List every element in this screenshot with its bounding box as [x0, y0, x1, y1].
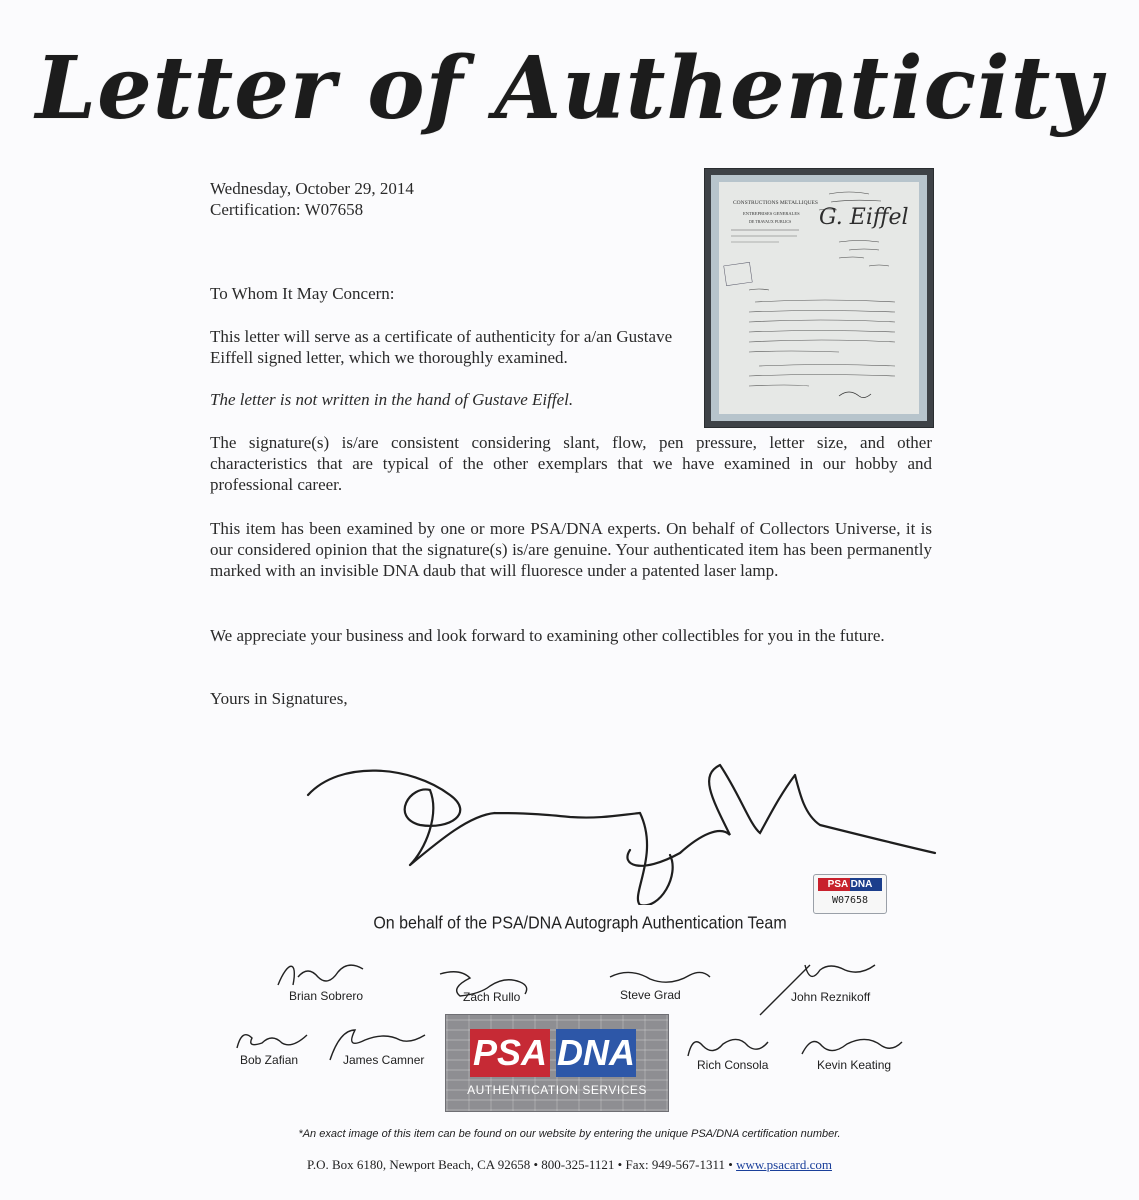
- expert-name-bob-zafian: Bob Zafian: [240, 1053, 299, 1067]
- footnote: *An exact image of this item can be found on our website by entering the unique PSA/DNA certification number.: [298, 1128, 841, 1140]
- expert-name-john-reznikoff: John Reznikoff: [791, 990, 871, 1004]
- signature-rich-consola: [683, 1030, 773, 1060]
- letter-title-text: Letter of Authenticity: [35, 38, 1103, 139]
- letterhead-line-1: CONSTRUCTIONS METALLIQUES: [733, 200, 818, 206]
- expert-name-brian-sobrero: Brian Sobrero: [289, 989, 364, 1003]
- letter-image: [719, 182, 919, 414]
- signature-bob-zafian: [232, 1020, 312, 1052]
- paragraph-signature-analysis: The signature(s) is/are consistent considering slant, flow, pen pressure, letter size, and other characteristics that are typical of the other exemplars that we have examined in our hobby and professional career.: [210, 433, 932, 494]
- closing: Yours in Signatures,: [210, 689, 348, 708]
- paragraph-intro: This letter will serve as a certificate of authenticity for a/an Gustave Eiffell signed letter, which we thoroughly examined.: [210, 327, 673, 367]
- hologram-sticker: [813, 874, 887, 914]
- hologram-number: W07658: [831, 895, 869, 906]
- signature-john-reznikoff: [755, 955, 885, 1020]
- certification-number: Certification: W07658: [210, 200, 364, 219]
- salutation: To Whom It May Concern:: [210, 284, 395, 303]
- team-title: On behalf of the PSA/DNA Autograph Authentication Team: [373, 914, 787, 933]
- letterhead-line-3: DE TRAVAUX PUBLICS: [749, 219, 792, 224]
- authentication-services-label: AUTHENTICATION SERVICES: [467, 1083, 647, 1097]
- website-link[interactable]: www.psacard.com: [736, 1157, 832, 1172]
- hologram-logo: PSA DNA: [818, 878, 882, 891]
- letterhead-line-2: ENTREPRISES GENERALES: [743, 211, 800, 216]
- paragraph-appreciation: We appreciate your business and look forward to examining other collectibles for you in the future.: [210, 626, 885, 645]
- expert-name-zach-rullo: Zach Rullo: [463, 990, 521, 1004]
- item-photo: [704, 168, 934, 428]
- photo-mat: [711, 175, 927, 421]
- psa-logo-text: PSA: [470, 1029, 550, 1077]
- letter-image-drawing: [719, 182, 919, 412]
- signature-kevin-keating: [797, 1030, 907, 1060]
- eiffel-signature-header: G. Eiffel: [819, 205, 909, 230]
- dna-logo-text: DNA: [556, 1029, 636, 1077]
- expert-name-kevin-keating: Kevin Keating: [817, 1058, 892, 1072]
- paragraph-opinion: This item has been examined by one or more PSA/DNA experts. On behalf of Collectors Universe, it is our considered opinion that the signature(s) is/are genuine. Your authenticated item has been permanently marked with an invisible DNA daub that will fluoresce under a patented laser lamp.: [210, 519, 932, 580]
- expert-name-steve-grad: Steve Grad: [620, 988, 681, 1002]
- handwriting-note: The letter is not written in the hand of Gustave Eiffel.: [210, 390, 574, 409]
- psa-dna-logo: [445, 1014, 669, 1112]
- address-text: P.O. Box 6180, Newport Beach, CA 92658 • 800-325-1121 • Fax: 949-567-1311 •: [307, 1157, 733, 1172]
- expert-name-james-camner: James Camner: [343, 1053, 425, 1067]
- expert-name-rich-consola: Rich Consola: [697, 1058, 769, 1072]
- letter-date: Wednesday, October 29, 2014: [210, 179, 414, 198]
- footer-address: [0, 1157, 1139, 1173]
- letter-title: [0, 30, 1139, 140]
